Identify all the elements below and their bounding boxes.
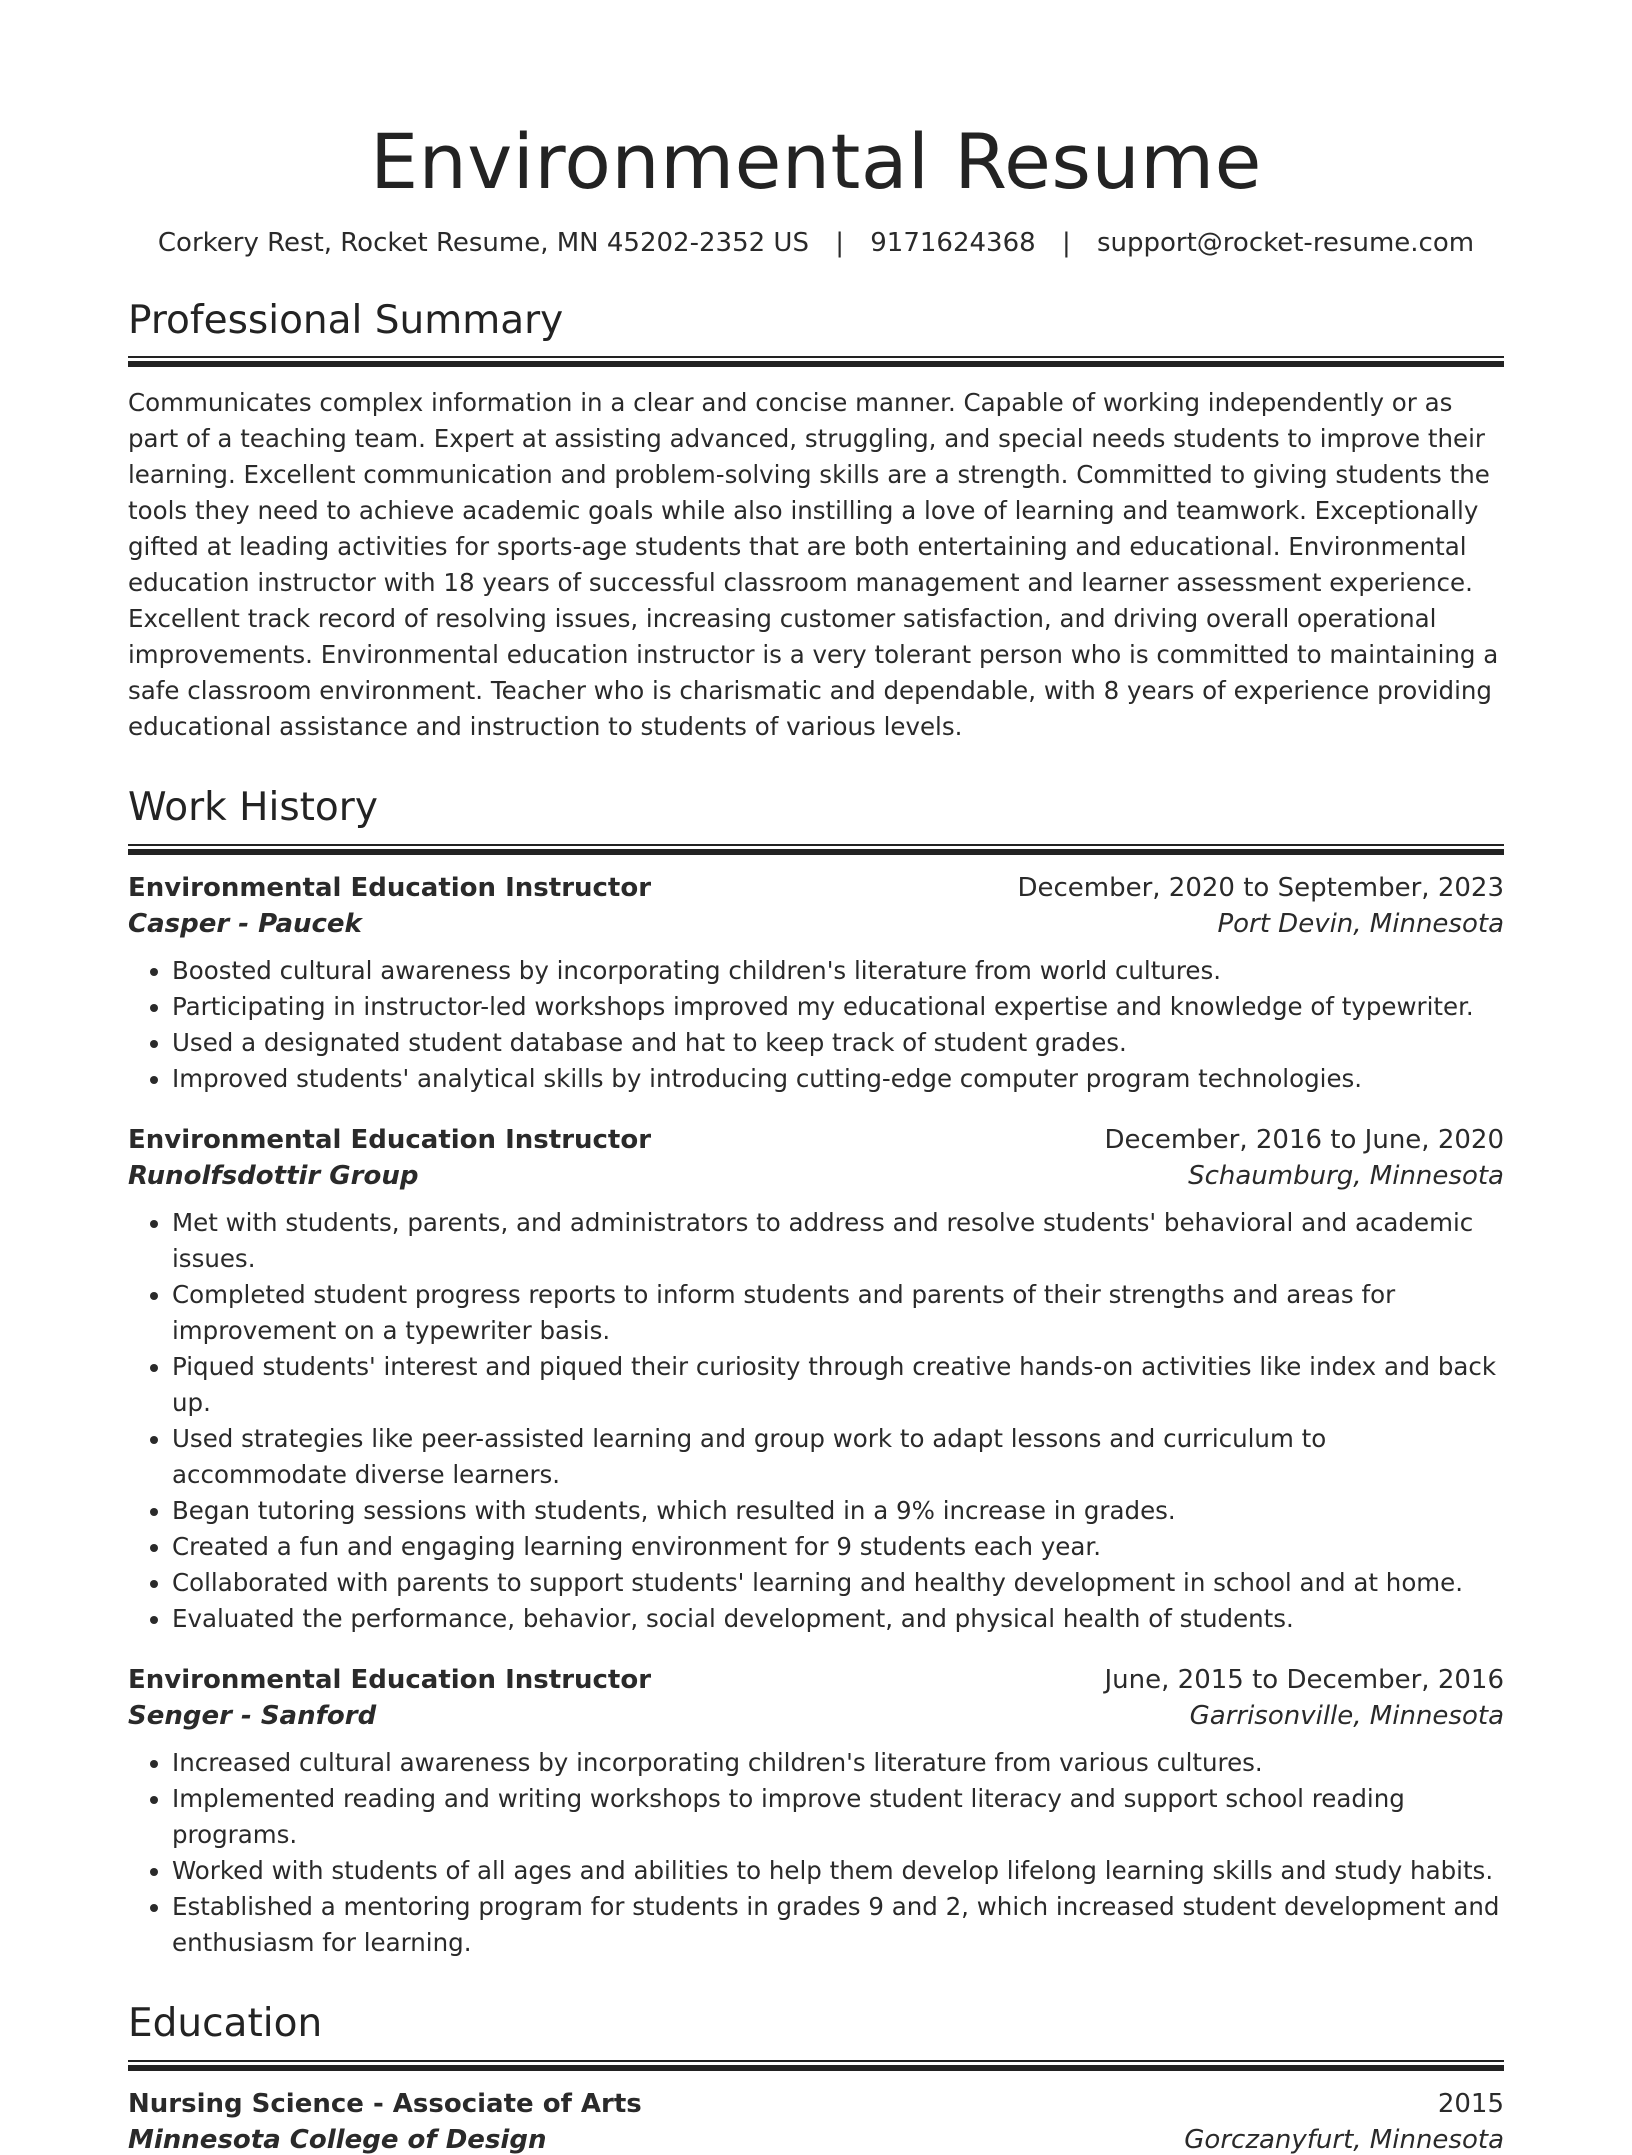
job-dates: June, 2015 to December, 2016 (1104, 1665, 1504, 1696)
job-bullet: • Implemented reading and writing workshops to improve student literacy and support school reading programs. (172, 1781, 1504, 1853)
job-entry (128, 1125, 1504, 1637)
resume-name: Environmental Resume (370, 117, 1262, 206)
contact-line (128, 228, 1504, 258)
job-company: Senger - Sanford (128, 1701, 377, 1732)
job-title: Environmental Education Instructor (128, 1125, 652, 1156)
job-bullet: • Worked with students of all ages and abilities to help them develop lifelong learning skills and study habits. (172, 1853, 1504, 1889)
contact-address: Corkery Rest, Rocket Resume, MN 45202-2352 US (157, 227, 809, 258)
job-dates: December, 2020 to September, 2023 (1017, 873, 1504, 904)
job-title: Environmental Education Instructor (128, 873, 652, 904)
job-company: Casper - Paucek (128, 909, 362, 940)
education-heading: Education (128, 2001, 323, 2047)
job-title: Environmental Education Instructor (128, 1665, 652, 1696)
job-bullet: • Established a mentoring program for students in grades 9 and 2, which increased student development and enthusiasm for learning. (172, 1889, 1504, 1961)
contact-email: support@rocket-resume.com (1096, 227, 1475, 258)
job-bullet: • Created a fun and engaging learning environment for 9 students each year. (172, 1529, 1504, 1565)
job-company: Runolfsdottir Group (128, 1161, 419, 1192)
section-divider (128, 844, 1504, 855)
job-bullet: • Began tutoring sessions with students, which resulted in a 9% increase in grades. (172, 1493, 1504, 1529)
job-location: Schaumburg, Minnesota (1188, 1161, 1504, 1192)
education-degree: Nursing Science - Associate of Arts (128, 2088, 642, 2119)
job-bullet: • Boosted cultural awareness by incorporating children's literature from world cultures. (172, 953, 1504, 989)
education-year: 2015 (1437, 2088, 1504, 2119)
job-bullets (128, 1745, 1504, 1961)
job-bullet: • Participating in instructor-led workshops improved my educational expertise and knowledge of typewriter. (172, 989, 1504, 1025)
job-bullet: • Used strategies like peer-assisted learning and group work to adapt lessons and curriculum to accommodate diverse learners. (172, 1421, 1504, 1493)
job-location: Garrisonville, Minnesota (1189, 1701, 1504, 1732)
job-bullets (128, 1205, 1504, 1637)
education-section (128, 2001, 1504, 2155)
job-entry (128, 1665, 1504, 1961)
job-bullet: • Used a designated student database and hat to keep track of student grades. (172, 1025, 1504, 1061)
summary-section (128, 298, 1504, 746)
job-dates: December, 2016 to June, 2020 (1104, 1125, 1504, 1156)
job-bullet: • Increased cultural awareness by incorporating children's literature from various cultures. (172, 1745, 1504, 1781)
summary-text: Communicates complex information in a clear and concise manner. Capable of working independently or as part of a teaching team. Expert at assisting advanced, struggling, and special needs students to improve their learning. Excellent communication and problem-solving skills are a strength. Committed to giving students the tools they need to achieve academic goals while also instilling a love of learning and teamwork. Exceptionally gifted at leading activities for sports-age students that are both entertaining and educational. Environmental education instructor with 18 years of successful classroom management and learner assessment experience. Excellent track record of resolving issues, increasing customer satisfaction, and driving overall operational improvements. Environmental education instructor is a very tolerant person who is committed to maintaining a safe classroom environment. Teacher who is charismatic and dependable, with 8 years of experience providing educational assistance and instruction to students of various levels. (128, 388, 1499, 742)
job-bullet: • Met with students, parents, and administrators to address and resolve students' behavioral and academic issues. (172, 1205, 1504, 1277)
job-bullet: • Completed student progress reports to inform students and parents of their strengths and areas for improvement on a typewriter basis. (172, 1277, 1504, 1349)
work-history-section (128, 785, 1504, 1961)
job-bullet: • Collaborated with parents to support students' learning and healthy development in school and at home. (172, 1565, 1504, 1601)
contact-separator: | (835, 227, 844, 258)
education-school: Minnesota College of Design (128, 2124, 547, 2155)
summary-heading: Professional Summary (128, 297, 564, 343)
contact-separator: | (1061, 227, 1071, 258)
job-bullet: • Piqued students' interest and piqued their curiosity through creative hands-on activities like index and back up. (172, 1349, 1504, 1421)
job-bullet: • Improved students' analytical skills by introducing cutting-edge computer program technologies. (172, 1061, 1504, 1097)
section-divider (128, 356, 1504, 367)
job-location: Port Devin, Minnesota (1217, 909, 1504, 940)
job-bullet: • Evaluated the performance, behavior, social development, and physical health of students. (172, 1601, 1504, 1637)
education-location: Gorczanyfurt, Minnesota (1184, 2124, 1504, 2155)
job-bullets (128, 953, 1504, 1097)
work-history-heading: Work History (128, 785, 378, 831)
job-entry (128, 873, 1504, 1097)
contact-phone: 9171624368 (870, 227, 1036, 258)
section-divider (128, 2060, 1504, 2071)
